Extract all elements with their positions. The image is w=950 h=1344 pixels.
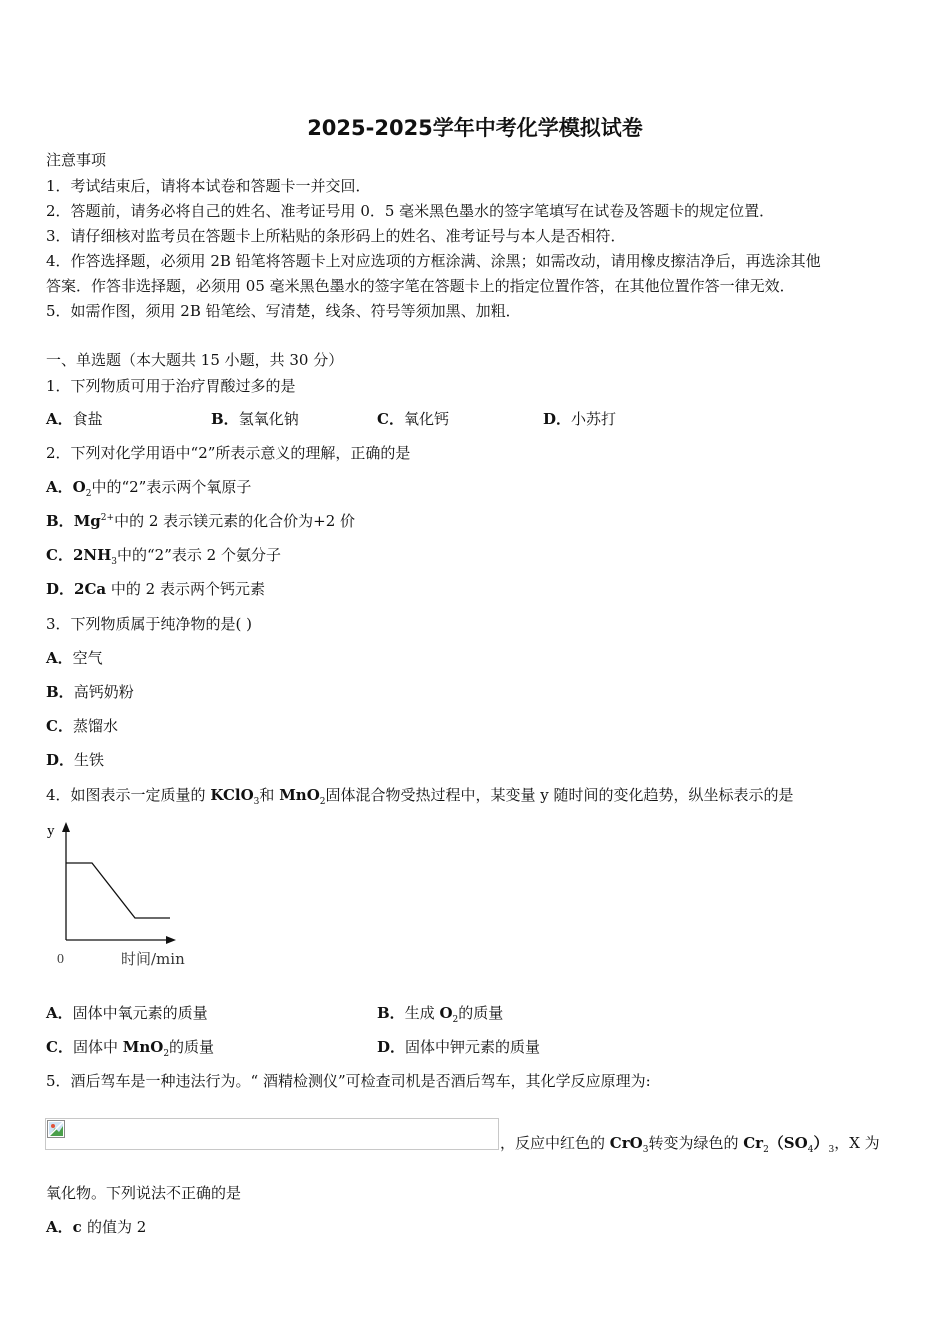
notice-heading: 注意事项 (46, 151, 107, 169)
q3-option-b: B．高钙奶粉 (46, 683, 134, 701)
q3-option-d: D．生铁 (46, 751, 105, 769)
q2-stem: 2．下列对化学用语中“2”所表示意义的理解，正确的是 (46, 444, 411, 462)
page-title: 2025-2025学年中考化学模拟试卷 (307, 116, 643, 140)
q5-line2: ，反应中红色的 CrO$_3$转变为绿色的 $Cr_2(SO_4)_3$，X 为 (500, 1134, 880, 1155)
notice-item-1: 1．考试结束后，请将本试卷和答题卡一并交回． (46, 177, 371, 195)
section-heading: 一、单选题（本大题共 15 小题，共 30 分） (46, 351, 344, 369)
notice-item-2: 2．答题前，请务必将自己的姓名、准考证号用 0．5 毫米黑色墨水的签字笔填写在试卷及答题卡的规定位置． (46, 202, 775, 220)
q4-option-d: D．固体中钾元素的质量 (377, 1038, 541, 1056)
q1-option-b: B．氢氧化钠 (211, 410, 299, 428)
q2-option-d: D．2Ca 中的 2 表示两个钙元素 (46, 580, 265, 598)
notice-item-4-cont: 答案．作答非选择题，必须用 05 毫米黑色墨水的签字笔在答题卡上的指定位置作答，在其他位置作答一律无效． (46, 277, 795, 295)
q3-option-a: A．空气 (46, 649, 103, 667)
q5-stem: 5．酒后驾车是一种违法行为。“ 酒精检测仪”可检查司机是否酒后驾车，其化学反应原理为: (46, 1072, 651, 1090)
q3-option-c: C．蒸馏水 (46, 717, 118, 735)
q5-option-a: A．c 的值为 2 (46, 1218, 147, 1236)
q5-line3: 氧化物。下列说法不正确的是 (46, 1184, 242, 1202)
x-axis-label: 时间/min (121, 950, 185, 968)
q3-stem: 3．下列物质属于纯净物的是( ) (46, 615, 253, 633)
x-axis-arrow (166, 936, 176, 944)
q2-option-c: C．$2NH_3$中的“2”表示 2 个氨分子 (46, 546, 281, 567)
equation-image-placeholder (45, 1118, 499, 1150)
broken-image-icon (47, 1120, 65, 1138)
q1-option-c: C．氧化钙 (377, 410, 449, 428)
q1-option-a: A．食盐 (46, 410, 103, 428)
q1-option-d: D．小苏打 (543, 410, 617, 428)
notice-item-3: 3．请仔细核对监考员在答题卡上所粘贴的条形码上的姓名、准考证号与本人是否相符． (46, 227, 626, 245)
origin-label: 0 (57, 952, 64, 967)
q2-option-a: A．$O_2$中的“2”表示两个氧原子 (46, 478, 252, 499)
q4-graph (40, 818, 200, 973)
notice-item-5: 5．如需作图，须用 2B 铅笔绘、写清楚，线条、符号等须加黑、加粗． (46, 302, 521, 320)
q4-stem: 4．如图表示一定质量的 KClO$_3$和 MnO$_2$固体混合物受热过程中，某变量 y 随时间的变化趋势，纵坐标表示的是 (46, 786, 794, 807)
trend-line (66, 863, 170, 918)
q4-option-b: B．生成 $O_2$的质量 (377, 1004, 504, 1025)
q2-option-b: B．$Mg^{2+}$中的 2 表示镁元素的化合价为+2 价 (46, 512, 356, 530)
notice-item-4: 4．作答选择题，必须用 2B 铅笔将答题卡上对应选项的方框涂满、涂黑；如需改动，请用橡皮擦洁净后，再选涂其他 (46, 252, 821, 270)
q4-option-c: C．固体中 MnO$_2$的质量 (46, 1038, 215, 1059)
y-axis-label: y (47, 823, 55, 839)
q1-stem: 1．下列物质可用于治疗胃酸过多的是 (46, 377, 296, 395)
q4-option-a: A．固体中氧元素的质量 (46, 1004, 208, 1022)
y-axis-arrow (62, 822, 70, 832)
